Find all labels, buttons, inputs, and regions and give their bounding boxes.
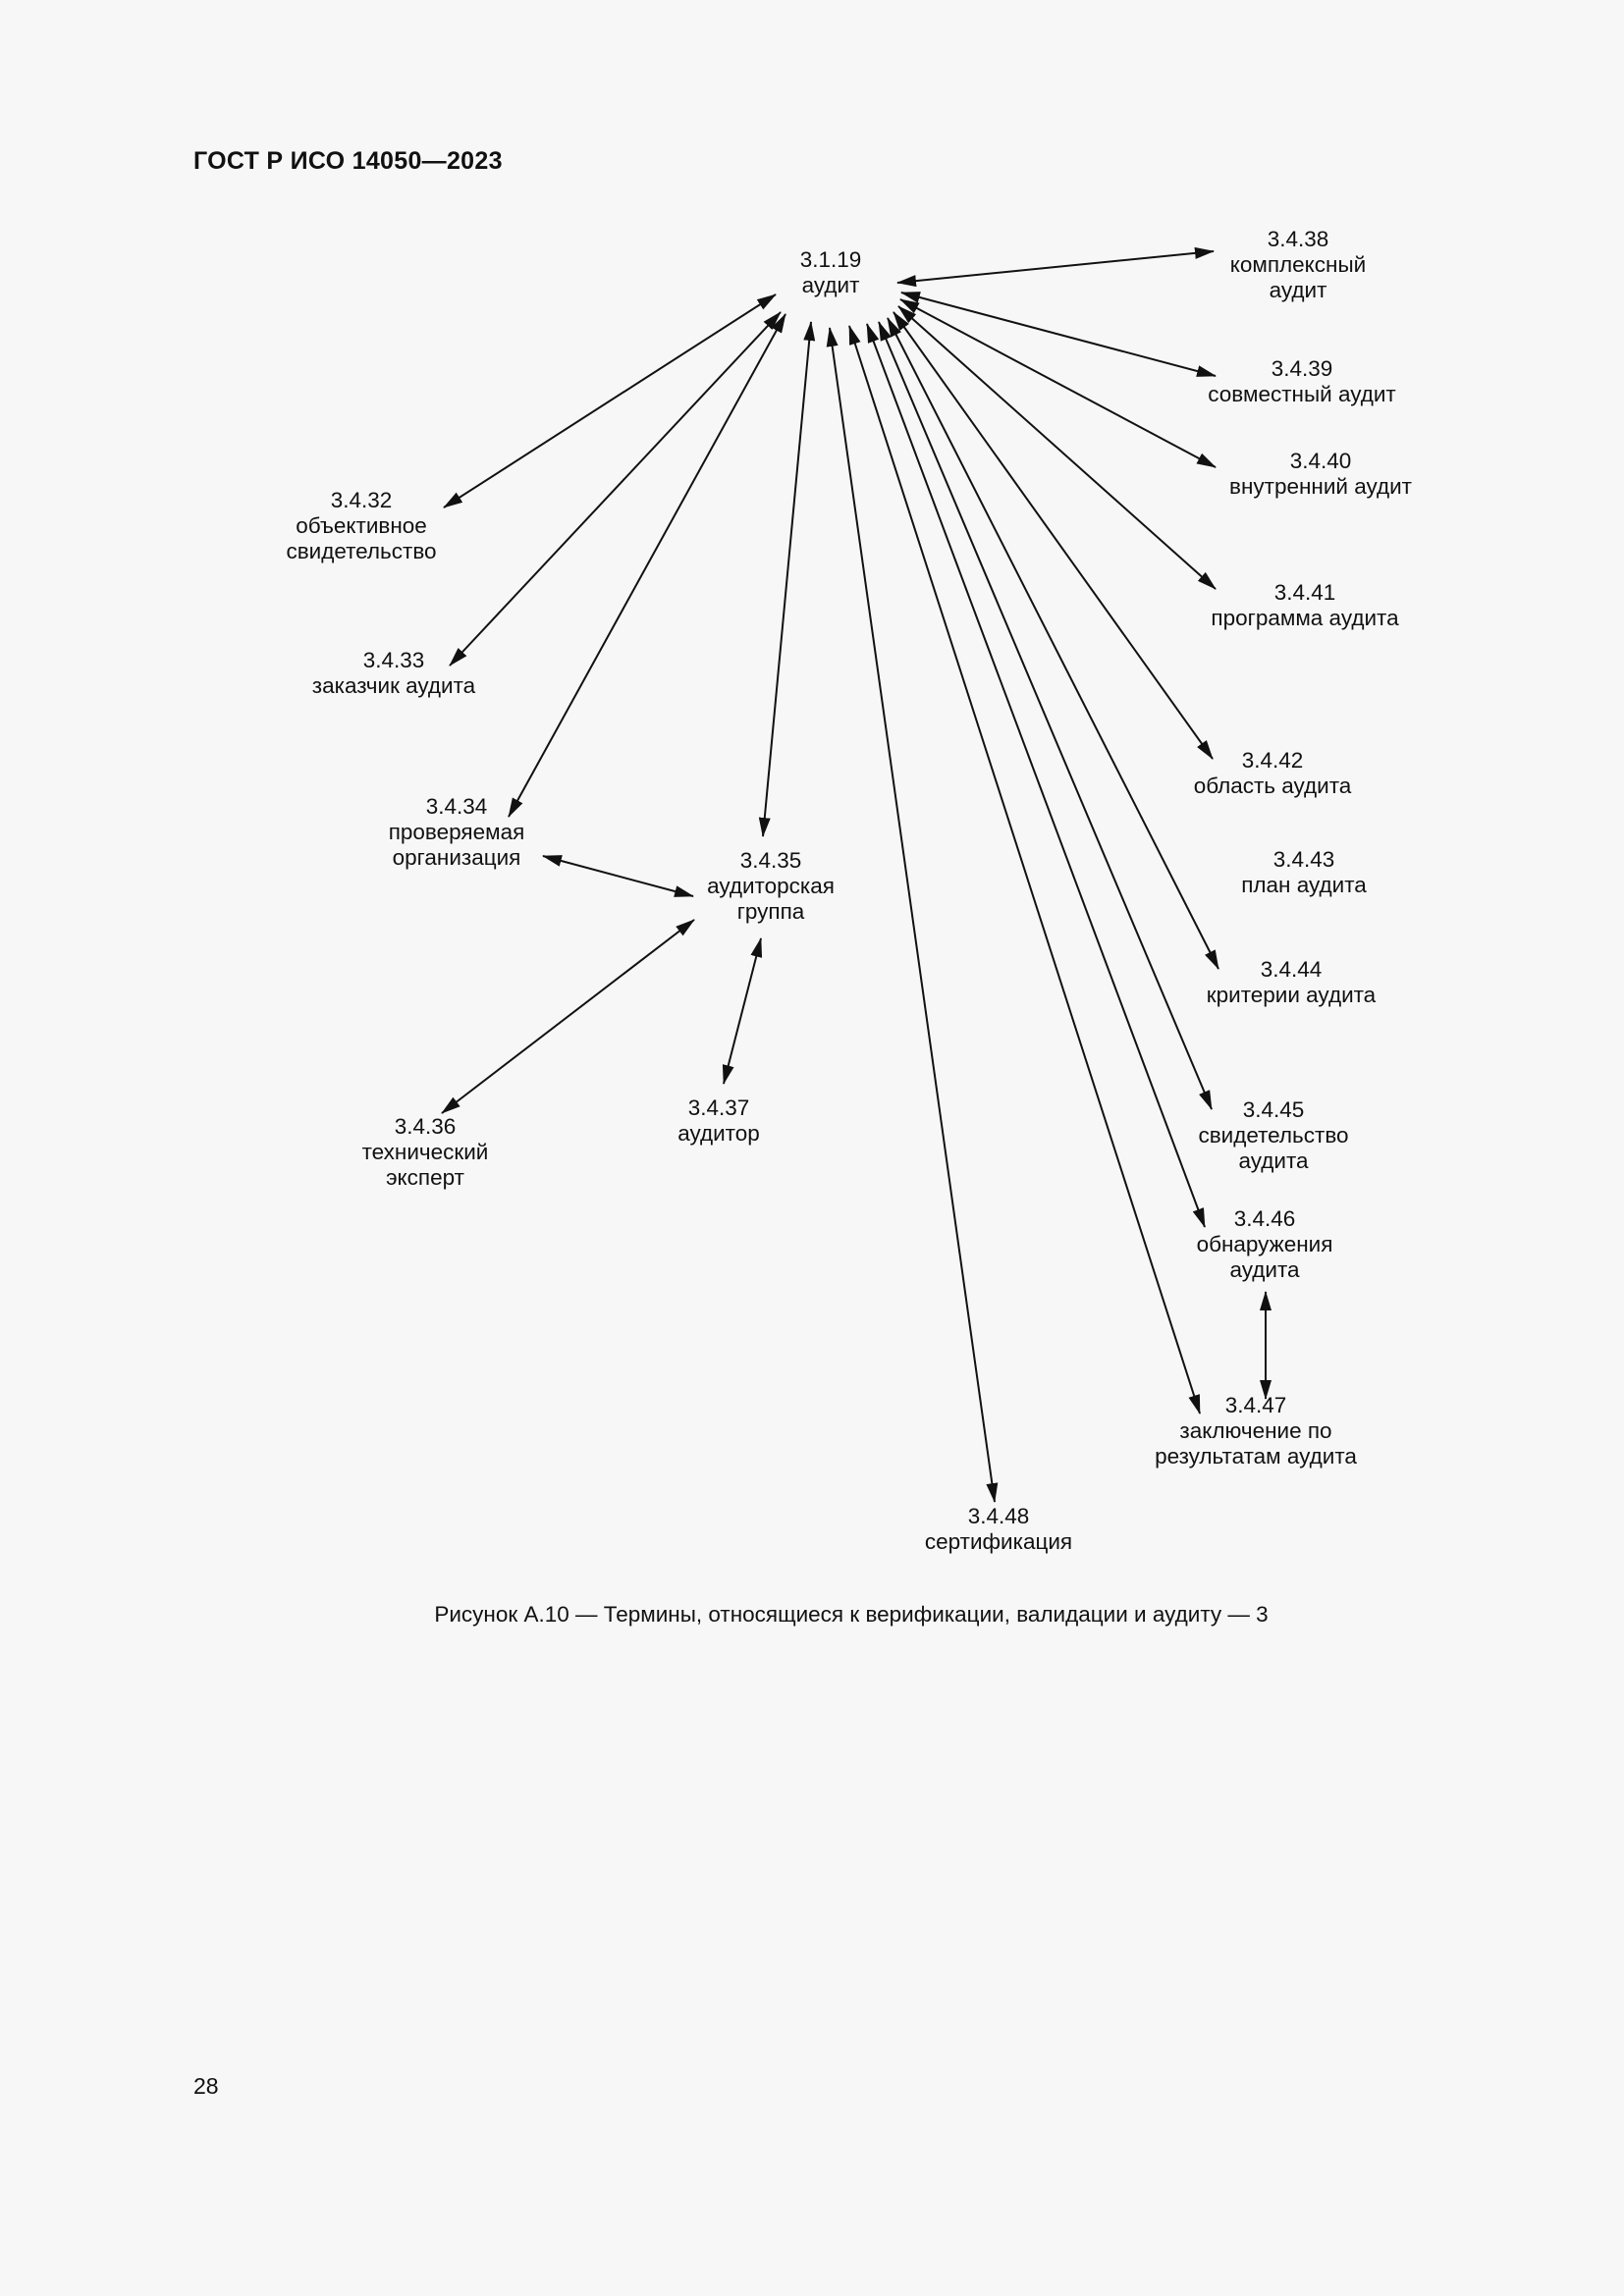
term-number: 3.4.35 [739,848,802,873]
term-label: сертификация [924,1529,1073,1554]
term-node-3-4-32 [286,488,436,563]
term-label: группа [736,899,805,924]
relation-arrow-n3119-n3446 [867,324,1205,1227]
term-label: аудита [1229,1257,1300,1282]
term-label: обнаружения [1196,1232,1333,1256]
term-node-3-4-41 [1211,580,1399,630]
term-node-3-4-37 [677,1095,760,1146]
term-node-3-4-33 [312,648,476,698]
term-node-3-4-45 [1198,1097,1348,1173]
page-number: 28 [193,2073,219,2099]
term-node-3-4-43 [1241,847,1367,897]
figure-caption: Рисунок А.10 — Термины, относящиеся к верификации, валидации и аудиту — 3 [434,1602,1269,1627]
term-node-3-4-35 [707,848,835,924]
term-number: 3.4.47 [1224,1393,1287,1417]
relation-arrow-n3119-n3434 [509,314,785,817]
term-number: 3.4.48 [967,1504,1030,1528]
relation-arrow-n3119-n3444 [888,318,1218,969]
relation-arrow-n3119-n3448 [830,328,995,1502]
term-node-3-4-34 [389,794,525,870]
term-number: 3.4.44 [1260,957,1323,982]
relation-arrow-n3119-n3438 [897,251,1214,283]
term-label: аудита [1238,1148,1309,1173]
term-label: программа аудита [1211,606,1399,630]
term-number: 3.4.32 [330,488,393,512]
term-label: аудит [1269,278,1327,302]
relation-arrow-n3434-n3435 [543,856,693,896]
relation-arrow-n3119-n3442 [893,312,1213,759]
term-label: аудиторская [707,874,835,898]
term-label: эксперт [386,1165,464,1190]
relation-arrow-n3435-n3436 [442,920,694,1113]
term-node-3-4-48 [925,1504,1072,1554]
relation-arrows [442,251,1266,1502]
relation-arrow-n3119-n3440 [900,299,1216,467]
term-node-3-4-39 [1208,356,1395,406]
term-nodes [286,227,1412,1554]
term-node-3-1-19 [800,247,862,297]
term-label: объективное [296,513,427,538]
relation-arrow-n3119-n3439 [901,293,1216,376]
term-node-3-4-47 [1155,1393,1357,1468]
term-number: 3.4.33 [362,648,425,672]
relation-arrow-n3119-n3445 [879,322,1212,1109]
relation-arrow-n3119-n3447 [849,326,1200,1414]
term-label: организация [392,845,521,870]
term-number: 3.1.19 [799,247,862,272]
term-number: 3.4.46 [1233,1206,1296,1231]
term-node-3-4-40 [1229,449,1412,499]
term-label: внутренний аудит [1229,474,1412,499]
term-number: 3.4.43 [1272,847,1335,872]
relation-arrow-n3119-n3432 [444,294,776,507]
term-label: область аудита [1193,774,1352,798]
relation-arrow-n3119-n3435 [763,322,811,836]
term-label: проверяемая [388,820,525,844]
term-node-3-4-36 [362,1114,489,1190]
term-node-3-4-38 [1230,227,1366,302]
term-number: 3.4.38 [1267,227,1329,251]
relation-arrow-n3119-n3441 [898,306,1216,589]
relation-arrow-n3435-n3437 [724,938,761,1084]
term-number: 3.4.39 [1271,356,1333,381]
term-label: критерии аудита [1206,983,1377,1007]
term-label: аудитор [677,1121,760,1146]
term-node-3-4-44 [1207,957,1377,1007]
term-label: заказчик аудита [311,673,476,698]
term-label: план аудита [1241,873,1367,897]
term-node-3-4-42 [1194,748,1352,798]
term-number: 3.4.37 [687,1095,750,1120]
term-number: 3.4.42 [1241,748,1304,773]
term-number: 3.4.41 [1273,580,1336,605]
term-label: результатам аудита [1155,1444,1357,1468]
term-number: 3.4.34 [425,794,488,819]
term-label: заключение по [1179,1418,1332,1443]
document-header: ГОСТ Р ИСО 14050—2023 [193,147,503,175]
term-number: 3.4.36 [394,1114,457,1139]
term-number: 3.4.40 [1289,449,1352,473]
term-number: 3.4.45 [1242,1097,1305,1122]
relation-arrow-n3119-n3433 [450,312,781,666]
term-label: свидетельство [286,539,437,563]
term-label: аудит [801,273,860,297]
term-label: технический [361,1140,489,1164]
term-label: свидетельство [1198,1123,1349,1148]
term-label: совместный аудит [1208,382,1396,406]
term-node-3-4-46 [1197,1206,1333,1282]
term-label: комплексный [1229,252,1367,277]
